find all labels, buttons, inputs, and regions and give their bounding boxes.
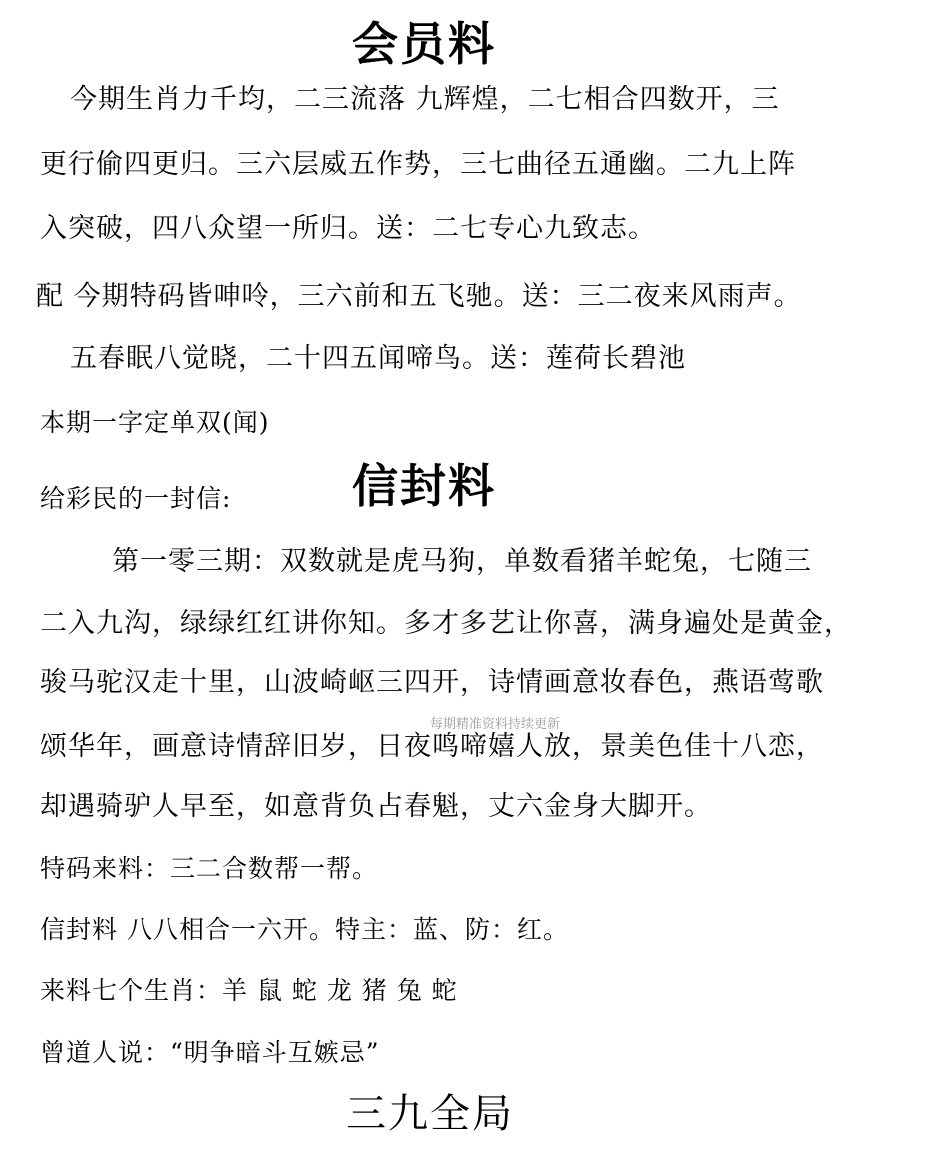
envelope-summary-line: 信封料 八八相合一六开。特主：蓝、防：红。 [40, 915, 569, 944]
section-title-member: 会员料 [352, 17, 496, 71]
envelope-line-5: 却遇骑驴人早至，如意背负占春魁，丈六金身大脚开。 [40, 791, 712, 822]
member-line-1: 今期生肖力千均，二三流落 九辉煌，二七相合四数开，三 [70, 84, 780, 115]
seven-zodiacs-line: 来料七个生肖：羊 鼠 蛇 龙 猪 兔 蛇 [40, 976, 458, 1005]
member-line-6: 本期一字定单双(闻) [40, 408, 270, 437]
envelope-line-3: 骏马驼汉走十里，山波崎岖三四开，诗情画意妆春色，燕语莺歌 [40, 667, 824, 698]
section-title-envelope: 信封料 [352, 459, 496, 513]
saying-line: 曾道人说：“明争暗斗互嫉忌” [40, 1038, 380, 1067]
watermark-text: 每期精准资料持续更新 [430, 717, 561, 732]
member-line-3: 入突破，四八众望一所归。送：二七专心九致志。 [40, 213, 656, 244]
footer-title: 三九全局 [346, 1091, 514, 1137]
envelope-line-1: 第一零三期：双数就是虎马狗，单数看猪羊蛇兔，七随三 [112, 546, 812, 577]
special-code-line: 特码来料：三二合数帮一帮。 [40, 854, 379, 883]
member-line-4: 配 今期特码皆呻呤，三六前和五飞驰。送：三二夜来风雨声。 [36, 281, 802, 312]
envelope-line-4: 颂华年，画意诗情辞旧岁，日夜鸣啼嬉人放，景美色佳十八恋， [40, 731, 824, 762]
letter-intro: 给彩民的一封信: [40, 484, 232, 513]
member-line-5: 五春眠八觉晓，二十四五闻啼鸟。送：莲荷长碧池 [70, 343, 686, 374]
envelope-line-2: 二入九沟，绿绿红红讲你知。多才多艺让你喜，满身遍处是黄金， [40, 608, 852, 639]
member-line-2: 更行偷四更归。三六层威五作势，三七曲径五通幽。二九上阵 [40, 149, 796, 180]
